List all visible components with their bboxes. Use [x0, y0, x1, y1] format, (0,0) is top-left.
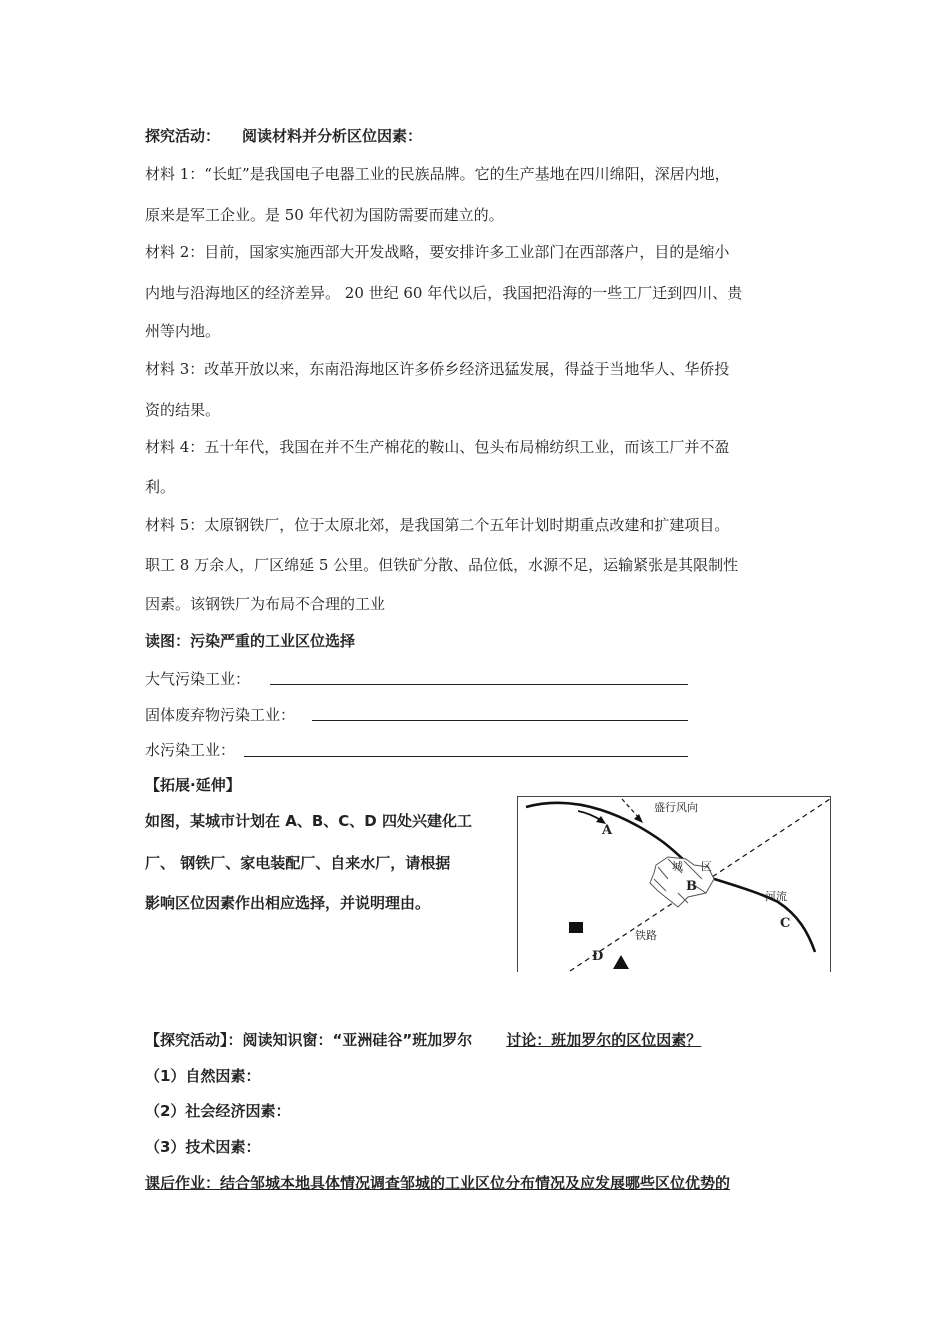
air-pollution-label: 大气污染工业： [145, 670, 251, 688]
material-3-line-2: 资的结果。 [145, 401, 221, 419]
material-4-line-1: 材料 4：五十年代，我国在并不生产棉花的鞍山、包头布局棉纺织工业，而该工厂并不盈 [145, 438, 730, 456]
material-2-line-3: 州等内地。 [145, 322, 221, 340]
extension-heading: 【拓展·延伸】 [145, 776, 241, 794]
homework-text: 课后作业：结合邹城本地具体情况调查邹城的工业区位分布情况及应发展哪些区位优势的 [145, 1174, 731, 1192]
extension-line-3: 影响区位因素作出相应选择，并说明理由。 [145, 894, 431, 912]
square-marker [569, 922, 583, 933]
point-d-label: D [592, 949, 604, 964]
activity-heading [145, 126, 422, 146]
factor-natural: （1）自然因素： [145, 1067, 261, 1085]
point-c-label: C [780, 916, 791, 931]
material-5-line-3: 因素。该钢铁厂为布局不合理的工业 [145, 595, 386, 613]
wind-label: 盛行风向 [654, 801, 698, 814]
air-pollution-answer-line[interactable] [270, 684, 688, 685]
activity2-heading: 【探究活动】：阅读知识窗：“亚洲硅谷”班加罗尔 [145, 1031, 473, 1049]
city-site-diagram [517, 796, 831, 972]
triangle-marker [613, 955, 629, 969]
water-pollution-answer-line[interactable] [244, 756, 688, 757]
material-5-line-2: 职工 8 万余人，厂区绵延 5 公里。但铁矿分散、品位低，水源不足，运输紧张是其限制性 [145, 556, 739, 574]
pollution-heading: 读图：污染严重的工业区位选择 [145, 632, 356, 650]
diagram-svg [518, 797, 832, 973]
material-4-line-2: 利。 [145, 478, 176, 496]
city-label-1: 城 [672, 860, 683, 873]
material-5-line-1: 材料 5：太原钢铁厂，位于太原北郊，是我国第二个五年计划时期重点改建和扩建项目。 [145, 516, 730, 534]
solid-waste-answer-line[interactable] [312, 720, 688, 721]
factor-technology: （3）技术因素： [145, 1138, 261, 1156]
activity2-line [145, 1030, 701, 1050]
river-label: 河流 [765, 890, 787, 903]
activity-heading-task: 阅读材料并分析区位因素： [242, 127, 423, 145]
material-3-line-1: 材料 3：改革开放以来，东南沿海地区许多侨乡经济迅猛发展，得益于当地华人、华侨投 [145, 360, 730, 378]
material-2-line-1: 材料 2：目前，国家实施西部大开发战略，要安排许多工业部门在西部落户，目的是缩小 [145, 243, 730, 261]
city-label-2: 区 [701, 860, 712, 873]
solid-waste-label: 固体废弃物污染工业： [145, 706, 296, 724]
activity-heading-label: 探究活动： [145, 127, 221, 145]
water-pollution-label: 水污染工业： [145, 741, 236, 759]
extension-line-1: 如图，某城市计划在 A、B、C、D 四处兴建化工 [145, 812, 472, 830]
material-1-line-1: 材料 1：“长虹”是我国电子电器工业的民族品牌。它的生产基地在四川绵阳，深居内地， [145, 165, 730, 183]
wind-direction-arrowhead [634, 814, 643, 823]
point-b-label: B [686, 879, 697, 894]
material-1-line-2: 原来是军工企业。是 50 年代初为国防需要而建立的。 [145, 206, 504, 224]
material-2-line-2: 内地与沿海地区的经济差异。 20 世纪 60 年代以后，我国把沿海的一些工厂迁到四川、贵 [145, 284, 743, 302]
extension-line-2: 厂、 钢铁厂、家电装配厂、自来水厂，请根据 [145, 854, 451, 872]
activity2-discussion: 讨论：班加罗尔的区位因素？ [506, 1031, 702, 1049]
factor-socioeconomic: （2）社会经济因素： [145, 1102, 291, 1120]
railway-label: 铁路 [635, 929, 657, 942]
point-a-label: A [602, 823, 613, 838]
